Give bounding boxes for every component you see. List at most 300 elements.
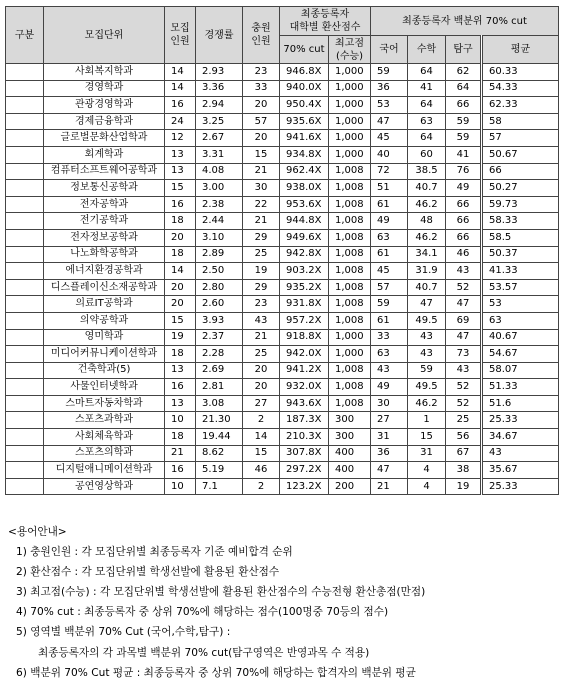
max-cell: 1,000 [329, 64, 371, 81]
header-percentile-group: 최종등록자 백분위 70% cut [371, 7, 559, 36]
math-cell: 63 [408, 113, 446, 130]
quota-cell: 16 [165, 379, 196, 396]
filled-cell: 25 [243, 346, 280, 363]
average-cell: 25.33 [482, 478, 559, 495]
quota-cell: 10 [165, 478, 196, 495]
korean-cell: 36 [371, 445, 408, 462]
inquiry-cell: 59 [446, 113, 482, 130]
category-cell [6, 412, 44, 429]
filled-cell: 23 [243, 64, 280, 81]
table-row [6, 296, 559, 313]
filled-cell: 33 [243, 80, 280, 97]
unit-cell: 회계학과 [44, 146, 165, 163]
cut70-cell: 903.2X [280, 263, 329, 280]
filled-cell: 30 [243, 180, 280, 197]
table-row [6, 462, 559, 479]
average-cell: 50.67 [482, 146, 559, 163]
category-cell [6, 246, 44, 263]
note-item: 3) 최고점(수능) : 각 모집단위별 학생선발에 활용된 환산점수의 수능전형 환산총점(만점) [16, 586, 426, 599]
korean-cell: 43 [371, 362, 408, 379]
average-cell: 53.57 [482, 279, 559, 296]
unit-cell: 전자정보공학과 [44, 229, 165, 246]
max-cell: 1,008 [329, 379, 371, 396]
filled-cell: 46 [243, 462, 280, 479]
filled-cell: 57 [243, 113, 280, 130]
ratio-cell: 2.80 [196, 279, 243, 296]
unit-cell: 나노화학공학과 [44, 246, 165, 263]
category-cell [6, 80, 44, 97]
table-row [6, 213, 559, 230]
filled-cell: 20 [243, 362, 280, 379]
header-inquiry: 탐구 [446, 36, 482, 64]
max-cell: 300 [329, 412, 371, 429]
table-row [6, 478, 559, 495]
quota-cell: 24 [165, 113, 196, 130]
cut70-cell: 942.0X [280, 346, 329, 363]
max-cell: 1,008 [329, 246, 371, 263]
note-item: 2) 환산점수 : 각 모집단위별 학생선발에 활용된 환산점수 [16, 566, 280, 579]
category-cell [6, 196, 44, 213]
table-row [6, 163, 559, 180]
average-cell: 62.33 [482, 97, 559, 114]
category-cell [6, 478, 44, 495]
table-row [6, 312, 559, 329]
math-cell: 1 [408, 412, 446, 429]
category-cell [6, 395, 44, 412]
inquiry-cell: 73 [446, 346, 482, 363]
header-quota [165, 7, 196, 64]
ratio-cell: 2.69 [196, 362, 243, 379]
average-cell: 41.33 [482, 263, 559, 280]
ratio-cell: 3.36 [196, 80, 243, 97]
max-cell: 1,008 [329, 296, 371, 313]
korean-cell: 53 [371, 97, 408, 114]
note-subitem: 최종등록자의 각 과목별 백분위 70% cut(탐구영역은 반영과목 수 적용) [38, 646, 370, 659]
inquiry-cell: 41 [446, 146, 482, 163]
table-row [6, 113, 559, 130]
ratio-cell: 2.44 [196, 213, 243, 230]
cut70-cell: 934.8X [280, 146, 329, 163]
filled-cell: 14 [243, 429, 280, 446]
cut70-cell: 949.6X [280, 229, 329, 246]
math-cell: 43 [408, 329, 446, 346]
max-cell: 1,000 [329, 146, 371, 163]
cut70-cell: 953.6X [280, 196, 329, 213]
cut70-cell: 210.3X [280, 429, 329, 446]
unit-cell: 사회체육학과 [44, 429, 165, 446]
cut70-cell: 931.8X [280, 296, 329, 313]
quota-cell: 18 [165, 213, 196, 230]
korean-cell: 45 [371, 263, 408, 280]
header-korean: 국어 [371, 36, 408, 64]
average-cell: 58 [482, 113, 559, 130]
table-row [6, 64, 559, 81]
ratio-cell: 3.25 [196, 113, 243, 130]
category-cell [6, 64, 44, 81]
unit-cell: 의약공학과 [44, 312, 165, 329]
max-cell: 1,000 [329, 346, 371, 363]
cut70-cell: 957.2X [280, 312, 329, 329]
quota-cell: 18 [165, 429, 196, 446]
cut70-cell: 938.0X [280, 180, 329, 197]
table-row [6, 263, 559, 280]
average-cell: 51.33 [482, 379, 559, 396]
ratio-cell: 3.10 [196, 229, 243, 246]
ratio-cell: 7.1 [196, 478, 243, 495]
cut70-cell: 932.0X [280, 379, 329, 396]
ratio-cell: 21.30 [196, 412, 243, 429]
table-row [6, 229, 559, 246]
korean-cell: 47 [371, 462, 408, 479]
max-cell: 1,008 [329, 180, 371, 197]
table-body [6, 64, 559, 495]
unit-cell: 사물인터넷학과 [44, 379, 165, 396]
category-cell [6, 180, 44, 197]
math-cell: 4 [408, 462, 446, 479]
notes-title: <용어안내> [8, 526, 67, 538]
cut70-cell: 307.8X [280, 445, 329, 462]
ratio-cell: 2.50 [196, 263, 243, 280]
korean-cell: 61 [371, 246, 408, 263]
ratio-cell: 3.00 [196, 180, 243, 197]
quota-cell: 13 [165, 163, 196, 180]
quota-cell: 20 [165, 229, 196, 246]
quota-cell: 16 [165, 462, 196, 479]
inquiry-cell: 43 [446, 263, 482, 280]
max-cell: 400 [329, 462, 371, 479]
unit-cell: 미디어커뮤니케이션학과 [44, 346, 165, 363]
table-row [6, 429, 559, 446]
max-cell: 1,008 [329, 213, 371, 230]
filled-cell: 21 [243, 329, 280, 346]
max-cell: 1,000 [329, 130, 371, 147]
korean-cell: 21 [371, 478, 408, 495]
header-ratio: 경쟁률 [196, 7, 243, 64]
note-item: 6) 백분위 70% Cut 평균 : 최종등록자 중 상위 70%에 해당하는 합격자의 백분위 평균 [16, 666, 416, 679]
ratio-cell: 2.28 [196, 346, 243, 363]
filled-cell: 25 [243, 246, 280, 263]
inquiry-cell: 43 [446, 362, 482, 379]
korean-cell: 40 [371, 146, 408, 163]
average-cell: 54.67 [482, 346, 559, 363]
korean-cell: 51 [371, 180, 408, 197]
inquiry-cell: 69 [446, 312, 482, 329]
ratio-cell: 2.60 [196, 296, 243, 313]
inquiry-cell: 19 [446, 478, 482, 495]
max-cell: 1,008 [329, 263, 371, 280]
category-cell [6, 146, 44, 163]
cut70-cell: 935.6X [280, 113, 329, 130]
average-cell: 53 [482, 296, 559, 313]
korean-cell: 59 [371, 64, 408, 81]
filled-cell: 15 [243, 445, 280, 462]
average-cell: 57 [482, 130, 559, 147]
cut70-cell: 950.4X [280, 97, 329, 114]
inquiry-cell: 66 [446, 213, 482, 230]
quota-cell: 13 [165, 395, 196, 412]
quota-cell: 15 [165, 312, 196, 329]
header-quota-text: 모집 인원 [170, 23, 190, 47]
header-math: 수학 [408, 36, 446, 64]
ratio-cell: 2.67 [196, 130, 243, 147]
filled-cell: 29 [243, 279, 280, 296]
korean-cell: 57 [371, 279, 408, 296]
table-row [6, 130, 559, 147]
ratio-cell: 3.31 [196, 146, 243, 163]
inquiry-cell: 38 [446, 462, 482, 479]
filled-cell: 21 [243, 163, 280, 180]
header-cut70: 70% cut [280, 36, 329, 64]
inquiry-cell: 56 [446, 429, 482, 446]
math-cell: 41 [408, 80, 446, 97]
category-cell [6, 462, 44, 479]
unit-cell: 스마트자동차학과 [44, 395, 165, 412]
inquiry-cell: 47 [446, 329, 482, 346]
table-row [6, 346, 559, 363]
korean-cell: 30 [371, 395, 408, 412]
filled-cell: 20 [243, 130, 280, 147]
header-filled [243, 7, 280, 64]
unit-cell: 스포츠과학과 [44, 412, 165, 429]
unit-cell: 스포츠의학과 [44, 445, 165, 462]
inquiry-cell: 59 [446, 130, 482, 147]
table-row [6, 279, 559, 296]
category-cell [6, 263, 44, 280]
math-cell: 46.2 [408, 196, 446, 213]
ratio-cell: 19.44 [196, 429, 243, 446]
cut70-cell: 918.8X [280, 329, 329, 346]
math-cell: 38.5 [408, 163, 446, 180]
ratio-cell: 5.19 [196, 462, 243, 479]
korean-cell: 31 [371, 429, 408, 446]
unit-cell: 경제금융학과 [44, 113, 165, 130]
math-cell: 64 [408, 97, 446, 114]
math-cell: 15 [408, 429, 446, 446]
korean-cell: 61 [371, 312, 408, 329]
cut70-cell: 942.8X [280, 246, 329, 263]
cut70-cell: 187.3X [280, 412, 329, 429]
category-cell [6, 163, 44, 180]
inquiry-cell: 47 [446, 296, 482, 313]
category-cell [6, 130, 44, 147]
admission-results-table [5, 6, 559, 495]
quota-cell: 19 [165, 329, 196, 346]
math-cell: 43 [408, 346, 446, 363]
math-cell: 46.2 [408, 229, 446, 246]
math-cell: 47 [408, 296, 446, 313]
math-cell: 40.7 [408, 279, 446, 296]
math-cell: 40.7 [408, 180, 446, 197]
math-cell: 48 [408, 213, 446, 230]
header-average: 평균 [482, 36, 559, 64]
quota-cell: 16 [165, 97, 196, 114]
filled-cell: 43 [243, 312, 280, 329]
math-cell: 60 [408, 146, 446, 163]
quota-cell: 14 [165, 64, 196, 81]
inquiry-cell: 62 [446, 64, 482, 81]
inquiry-cell: 66 [446, 97, 482, 114]
inquiry-cell: 66 [446, 229, 482, 246]
average-cell: 51.6 [482, 395, 559, 412]
average-cell: 58.33 [482, 213, 559, 230]
max-cell: 1,008 [329, 229, 371, 246]
category-cell [6, 445, 44, 462]
table-row [6, 246, 559, 263]
math-cell: 31.9 [408, 263, 446, 280]
korean-cell: 59 [371, 296, 408, 313]
average-cell: 54.33 [482, 80, 559, 97]
ratio-cell: 2.37 [196, 329, 243, 346]
inquiry-cell: 46 [446, 246, 482, 263]
max-cell: 1,008 [329, 312, 371, 329]
header-unit: 모집단위 [44, 7, 165, 64]
korean-cell: 33 [371, 329, 408, 346]
unit-cell: 전기공학과 [44, 213, 165, 230]
korean-cell: 61 [371, 196, 408, 213]
korean-cell: 63 [371, 229, 408, 246]
table-row [6, 329, 559, 346]
math-cell: 59 [408, 362, 446, 379]
max-cell: 1,008 [329, 163, 371, 180]
average-cell: 58.5 [482, 229, 559, 246]
korean-cell: 47 [371, 113, 408, 130]
filled-cell: 20 [243, 379, 280, 396]
table-row [6, 196, 559, 213]
filled-cell: 2 [243, 478, 280, 495]
category-cell [6, 346, 44, 363]
unit-cell: 사회복지학과 [44, 64, 165, 81]
max-cell: 1,008 [329, 362, 371, 379]
quota-cell: 18 [165, 346, 196, 363]
cut70-cell: 935.2X [280, 279, 329, 296]
filled-cell: 21 [243, 213, 280, 230]
cut70-cell: 297.2X [280, 462, 329, 479]
quota-cell: 16 [165, 196, 196, 213]
cut70-cell: 943.6X [280, 395, 329, 412]
unit-cell: 건축학과(5) [44, 362, 165, 379]
max-cell: 1,008 [329, 279, 371, 296]
korean-cell: 49 [371, 379, 408, 396]
inquiry-cell: 49 [446, 180, 482, 197]
math-cell: 64 [408, 64, 446, 81]
cut70-cell: 941.6X [280, 130, 329, 147]
math-cell: 34.1 [408, 246, 446, 263]
unit-cell: 글로벌문화산업학과 [44, 130, 165, 147]
math-cell: 31 [408, 445, 446, 462]
header-max [329, 36, 371, 64]
note-item: 4) 70% cut : 최종등록자 중 상위 70%에 해당하는 점수(100명중 70등의 점수) [16, 606, 389, 619]
quota-cell: 20 [165, 296, 196, 313]
table-row [6, 379, 559, 396]
quota-cell: 20 [165, 279, 196, 296]
ratio-cell: 2.81 [196, 379, 243, 396]
filled-cell: 2 [243, 412, 280, 429]
quota-cell: 14 [165, 263, 196, 280]
category-cell [6, 296, 44, 313]
quota-cell: 10 [165, 412, 196, 429]
quota-cell: 21 [165, 445, 196, 462]
unit-cell: 디지털애니메이션학과 [44, 462, 165, 479]
category-cell [6, 279, 44, 296]
average-cell: 43 [482, 445, 559, 462]
filled-cell: 23 [243, 296, 280, 313]
filled-cell: 29 [243, 229, 280, 246]
average-cell: 63 [482, 312, 559, 329]
unit-cell: 의료IT공학과 [44, 296, 165, 313]
unit-cell: 관광경영학과 [44, 97, 165, 114]
unit-cell: 디스플레이신소재공학과 [44, 279, 165, 296]
cut70-cell: 962.4X [280, 163, 329, 180]
average-cell: 66 [482, 163, 559, 180]
cut70-cell: 941.2X [280, 362, 329, 379]
average-cell: 58.07 [482, 362, 559, 379]
category-cell [6, 213, 44, 230]
inquiry-cell: 67 [446, 445, 482, 462]
max-cell: 400 [329, 445, 371, 462]
math-cell: 49.5 [408, 379, 446, 396]
math-cell: 64 [408, 130, 446, 147]
table-row [6, 395, 559, 412]
cut70-cell: 940.0X [280, 80, 329, 97]
category-cell [6, 362, 44, 379]
quota-cell: 18 [165, 246, 196, 263]
quota-cell: 12 [165, 130, 196, 147]
max-cell: 1,000 [329, 329, 371, 346]
korean-cell: 72 [371, 163, 408, 180]
filled-cell: 15 [243, 146, 280, 163]
table-row [6, 362, 559, 379]
ratio-cell: 2.94 [196, 97, 243, 114]
table-row [6, 445, 559, 462]
filled-cell: 20 [243, 97, 280, 114]
filled-cell: 19 [243, 263, 280, 280]
ratio-cell: 2.89 [196, 246, 243, 263]
quota-cell: 13 [165, 362, 196, 379]
header-max-text: 최고점 (수능) [335, 37, 364, 62]
korean-cell: 45 [371, 130, 408, 147]
max-cell: 300 [329, 429, 371, 446]
inquiry-cell: 52 [446, 279, 482, 296]
average-cell: 25.33 [482, 412, 559, 429]
unit-cell: 경영학과 [44, 80, 165, 97]
korean-cell: 49 [371, 213, 408, 230]
korean-cell: 63 [371, 346, 408, 363]
unit-cell: 공연영상학과 [44, 478, 165, 495]
ratio-cell: 2.93 [196, 64, 243, 81]
max-cell: 1,008 [329, 196, 371, 213]
inquiry-cell: 25 [446, 412, 482, 429]
category-cell [6, 97, 44, 114]
inquiry-cell: 52 [446, 395, 482, 412]
quota-cell: 15 [165, 180, 196, 197]
korean-cell: 36 [371, 80, 408, 97]
math-cell: 49.5 [408, 312, 446, 329]
table-row [6, 146, 559, 163]
unit-cell: 정보통신공학과 [44, 180, 165, 197]
inquiry-cell: 76 [446, 163, 482, 180]
ratio-cell: 4.08 [196, 163, 243, 180]
average-cell: 59.73 [482, 196, 559, 213]
inquiry-cell: 66 [446, 196, 482, 213]
max-cell: 1,000 [329, 80, 371, 97]
category-cell [6, 312, 44, 329]
math-cell: 46.2 [408, 395, 446, 412]
table-row [6, 80, 559, 97]
average-cell: 40.67 [482, 329, 559, 346]
header-filled-text: 충원 인원 [251, 23, 271, 47]
filled-cell: 27 [243, 395, 280, 412]
max-cell: 1,000 [329, 97, 371, 114]
